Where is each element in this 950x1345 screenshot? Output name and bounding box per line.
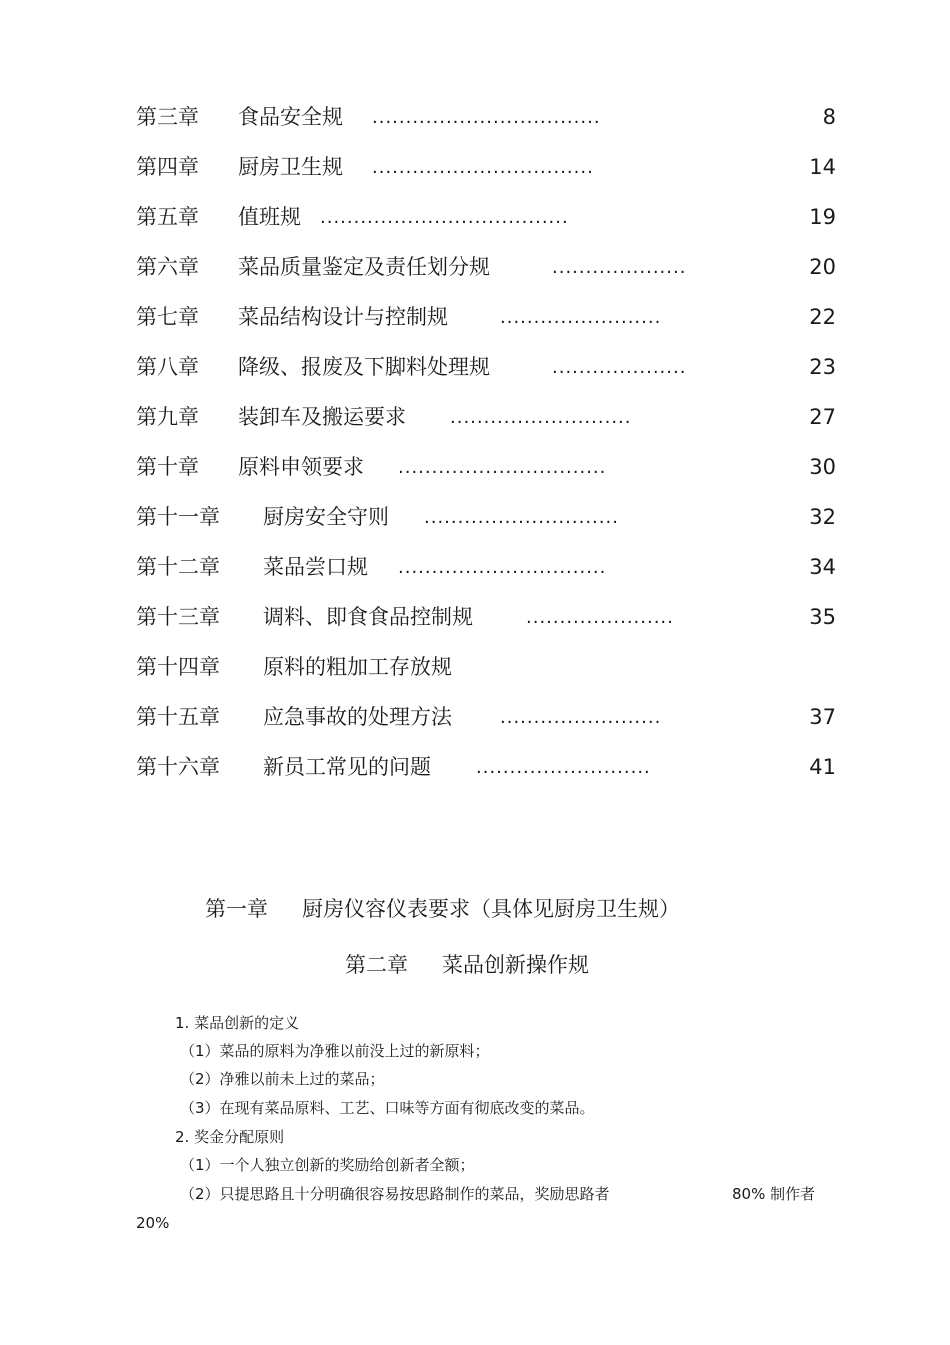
toc-page-number: 27	[809, 405, 836, 429]
toc-title: 装卸车及搬运要求	[238, 405, 406, 429]
list-item: （2）净雅以前未上过的菜品；	[180, 1070, 385, 1088]
toc-leader-dots: ...............................	[398, 557, 607, 578]
toc-chapter-number: 第十一章	[136, 505, 220, 529]
toc-page-number: 23	[809, 355, 836, 379]
list-item: （1）菜品的原料为净雅以前没上过的新原料；	[180, 1042, 490, 1060]
toc-entry[interactable]	[0, 450, 950, 484]
list-item-continuation: 80% 制作者	[732, 1185, 816, 1203]
toc-title: 菜品质量鉴定及责任划分规	[238, 255, 490, 279]
toc-leader-dots: ....................	[552, 357, 687, 378]
toc-leader-dots: .............................	[424, 507, 619, 528]
toc-chapter-number: 第十章	[136, 455, 199, 479]
toc-title: 原料申领要求	[238, 455, 364, 479]
toc-chapter-number: 第十五章	[136, 705, 220, 729]
section-heading: 1. 菜品创新的定义	[175, 1014, 300, 1032]
chapter-title: 厨房仪容仪表要求（具体见厨房卫生规）	[302, 897, 680, 921]
toc-entry[interactable]	[0, 650, 950, 684]
toc-page-number: 41	[809, 755, 836, 779]
section-heading: 2. 奖金分配原则	[175, 1128, 285, 1146]
toc-chapter-number: 第四章	[136, 155, 199, 179]
toc-leader-dots: ........................	[500, 707, 662, 728]
toc-chapter-number: 第七章	[136, 305, 199, 329]
toc-chapter-number: 第八章	[136, 355, 199, 379]
toc-page-number: 22	[809, 305, 836, 329]
toc-page-number: 8	[822, 105, 836, 129]
toc-entry[interactable]	[0, 300, 950, 334]
toc-chapter-number: 第五章	[136, 205, 199, 229]
toc-chapter-number: 第三章	[136, 105, 199, 129]
toc-page-number: 37	[809, 705, 836, 729]
toc-title: 降级、报废及下脚料处理规	[238, 355, 490, 379]
toc-leader-dots: .....................................	[320, 207, 569, 228]
toc-page-number: 35	[809, 605, 836, 629]
toc-entry[interactable]	[0, 100, 950, 134]
toc-page-number: 34	[809, 555, 836, 579]
toc-entry[interactable]	[0, 750, 950, 784]
chapter-2-heading	[345, 948, 589, 982]
toc-entry[interactable]	[0, 250, 950, 284]
list-item: （3）在现有菜品原料、工艺、口味等方面有彻底改变的菜品。	[180, 1099, 595, 1117]
list-item-continuation: 20%	[136, 1214, 170, 1232]
toc-chapter-number: 第九章	[136, 405, 199, 429]
toc-leader-dots: ....................	[552, 257, 687, 278]
toc-title: 新员工常见的问题	[263, 755, 431, 779]
toc-entry[interactable]	[0, 550, 950, 584]
toc-leader-dots: ......................	[526, 607, 674, 628]
chapter-number: 第一章	[205, 897, 268, 921]
chapter-title: 菜品创新操作规	[442, 953, 589, 977]
toc-entry[interactable]	[0, 600, 950, 634]
toc-title: 厨房安全守则	[263, 505, 389, 529]
toc-chapter-number: 第十六章	[136, 755, 220, 779]
toc-page-number: 20	[809, 255, 836, 279]
toc-title: 原料的粗加工存放规	[263, 655, 452, 679]
toc-page-number: 14	[809, 155, 836, 179]
toc-entry[interactable]	[0, 350, 950, 384]
toc-entry[interactable]	[0, 200, 950, 234]
toc-leader-dots: ..........................	[476, 757, 651, 778]
toc-leader-dots: ...............................	[398, 457, 607, 478]
toc-chapter-number: 第十四章	[136, 655, 220, 679]
toc-leader-dots: ........................	[500, 307, 662, 328]
toc-page-number: 30	[809, 455, 836, 479]
toc-title: 值班规	[238, 205, 301, 229]
toc-page-number: 32	[809, 505, 836, 529]
toc-entry[interactable]	[0, 150, 950, 184]
toc-page-number: 19	[809, 205, 836, 229]
toc-title: 菜品尝口规	[263, 555, 368, 579]
chapter-1-heading	[205, 892, 680, 926]
toc-title: 调料、即食食品控制规	[263, 605, 473, 629]
toc-leader-dots: ...........................	[450, 407, 632, 428]
chapter-number: 第二章	[345, 953, 408, 977]
toc-leader-dots: .................................	[372, 157, 594, 178]
toc-title: 食品安全规	[238, 105, 343, 129]
toc-title: 应急事故的处理方法	[263, 705, 452, 729]
list-item: （1）一个人独立创新的奖励给创新者全额；	[180, 1156, 475, 1174]
toc-entry[interactable]	[0, 400, 950, 434]
toc-entry[interactable]	[0, 500, 950, 534]
toc-chapter-number: 第六章	[136, 255, 199, 279]
toc-chapter-number: 第十二章	[136, 555, 220, 579]
list-item: （2）只提思路且十分明确很容易按思路制作的菜品，奖励思路者	[180, 1185, 610, 1203]
toc-chapter-number: 第十三章	[136, 605, 220, 629]
toc-title: 菜品结构设计与控制规	[238, 305, 448, 329]
toc-title: 厨房卫生规	[238, 155, 343, 179]
toc-leader-dots: ..................................	[372, 107, 601, 128]
toc-entry[interactable]	[0, 700, 950, 734]
